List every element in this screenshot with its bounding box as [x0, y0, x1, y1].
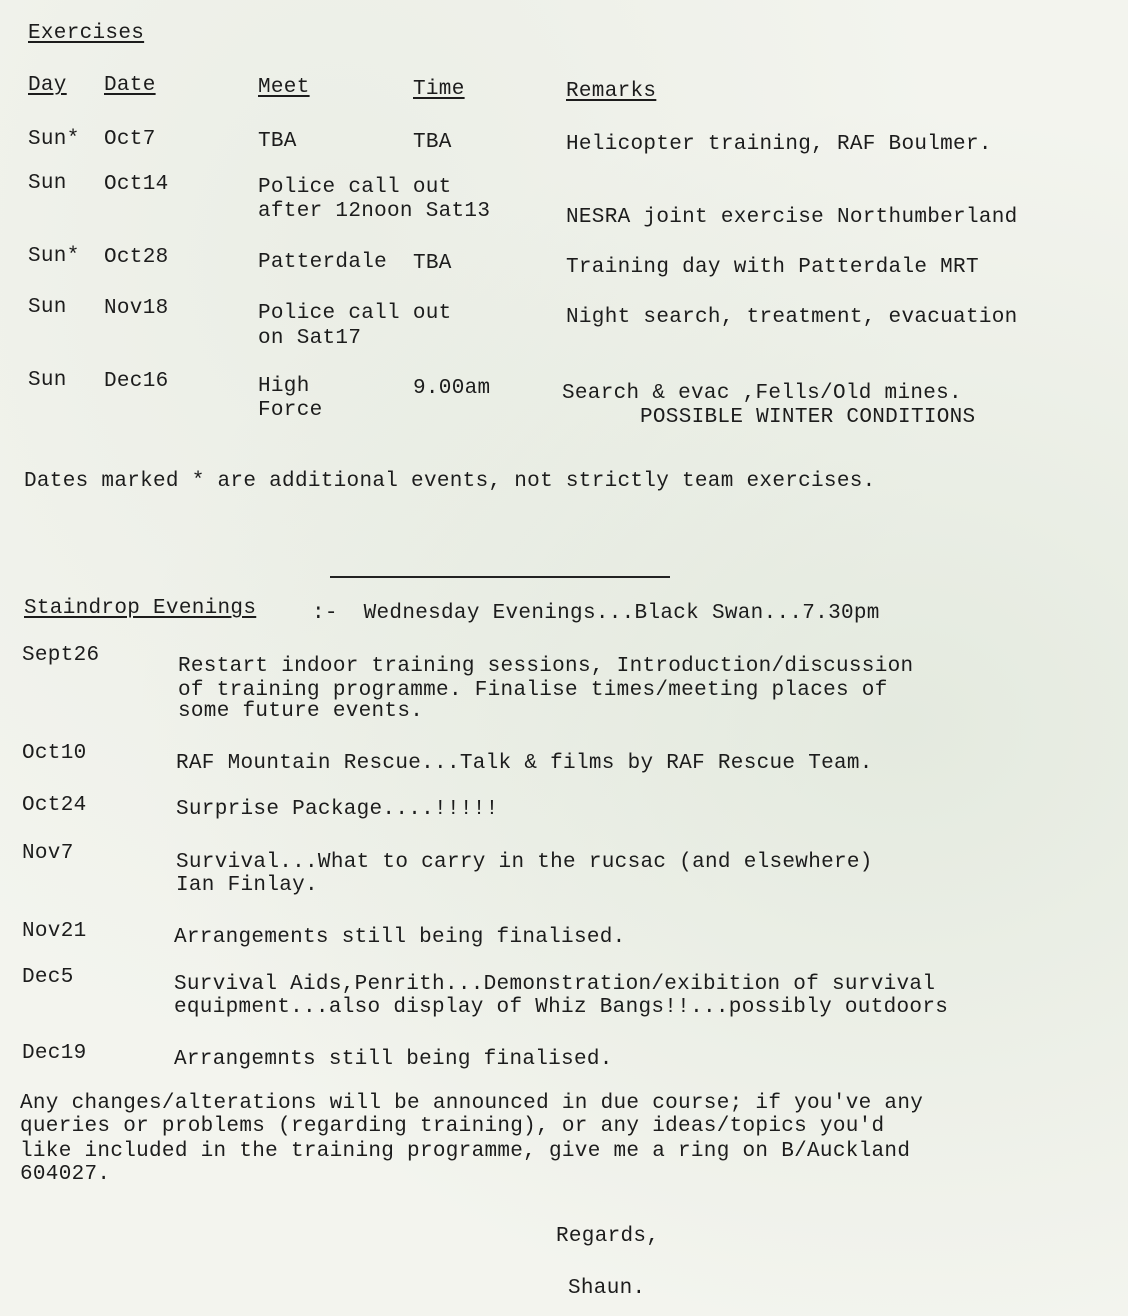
- evening-date: Dec5: [22, 966, 74, 989]
- row-meet: Police call out: [258, 176, 452, 199]
- column-day: Day: [28, 74, 67, 97]
- row-meet: High: [258, 375, 310, 398]
- evening-line: Restart indoor training sessions, Introduction/discussion: [178, 655, 914, 678]
- row-meet-line2: Force: [258, 399, 323, 422]
- row-date: Oct14: [104, 173, 169, 196]
- row-time: TBA: [413, 252, 452, 275]
- column-date: Date: [104, 74, 156, 97]
- row-date: Oct28: [104, 246, 169, 269]
- row-remarks: Helicopter training, RAF Boulmer.: [566, 133, 992, 156]
- row-remarks: NESRA joint exercise Northumberland: [566, 206, 1018, 229]
- evening-line: Survival Aids,Penrith...Demonstration/exibition of survival: [174, 973, 936, 996]
- evening-line: equipment...also display of Whiz Bangs!!...possibly outdoors: [174, 996, 949, 1019]
- evening-line: RAF Mountain Rescue...Talk & films by RAF Rescue Team.: [176, 752, 873, 775]
- row-meet-line2: after 12noon Sat13: [258, 200, 491, 223]
- row-meet-line2: on Sat17: [258, 327, 362, 350]
- evening-date: Dec19: [22, 1042, 87, 1065]
- row-time: TBA: [413, 131, 452, 154]
- evening-date: Sept26: [22, 644, 100, 667]
- row-meet: Patterdale: [258, 251, 388, 274]
- evening-date: Oct24: [22, 794, 87, 817]
- closing-line: queries or problems (regarding training), or any ideas/topics you'd: [20, 1115, 885, 1138]
- row-date: Dec16: [104, 370, 169, 393]
- evening-line: Arrangemnts still being finalised.: [174, 1048, 613, 1071]
- row-remarks: Training day with Patterdale MRT: [566, 256, 979, 279]
- section-divider: [330, 576, 670, 578]
- row-day: Sun*: [28, 128, 80, 151]
- row-remarks: Search & evac ,Fells/Old mines.: [562, 382, 962, 405]
- row-time: 9.00am: [413, 377, 491, 400]
- closing-line: Any changes/alterations will be announced in due course; if you've any: [20, 1092, 924, 1115]
- evening-line: Arrangements still being finalised.: [174, 926, 626, 949]
- column-remarks: Remarks: [566, 80, 657, 103]
- row-day: Sun*: [28, 245, 80, 268]
- closing-line: like included in the training programme, give me a ring on B/Auckland: [20, 1140, 911, 1163]
- closing-line: 604027.: [20, 1163, 111, 1186]
- row-date: Oct7: [104, 128, 156, 151]
- evening-line: Surprise Package....!!!!!: [176, 798, 499, 821]
- row-day: Sun: [28, 296, 67, 319]
- evenings-subheading: :- Wednesday Evenings...Black Swan...7.30pm: [312, 602, 880, 625]
- column-time: Time: [413, 78, 465, 101]
- row-date: Nov18: [104, 297, 169, 320]
- evening-line: some future events.: [178, 700, 424, 723]
- evening-line: Ian Finlay.: [176, 874, 318, 897]
- exercises-footnote: Dates marked * are additional events, not strictly team exercises.: [24, 470, 876, 493]
- evenings-heading: Staindrop Evenings: [24, 597, 257, 620]
- evening-date: Nov21: [22, 920, 87, 943]
- exercises-heading: Exercises: [28, 22, 145, 45]
- row-remarks-line2: POSSIBLE WINTER CONDITIONS: [640, 406, 976, 429]
- row-remarks: Night search, treatment, evacuation: [566, 306, 1018, 329]
- row-day: Sun: [28, 369, 67, 392]
- evening-line: of training programme. Finalise times/meeting places of: [178, 679, 888, 702]
- evening-date: Oct10: [22, 742, 87, 765]
- column-meet: Meet: [258, 76, 310, 99]
- row-day: Sun: [28, 172, 67, 195]
- evening-date: Nov7: [22, 842, 74, 865]
- row-meet: Police call out: [258, 302, 452, 325]
- signature: Shaun.: [568, 1277, 646, 1300]
- regards: Regards,: [556, 1225, 660, 1248]
- evening-line: Survival...What to carry in the rucsac (and elsewhere): [176, 851, 873, 874]
- row-meet: TBA: [258, 130, 297, 153]
